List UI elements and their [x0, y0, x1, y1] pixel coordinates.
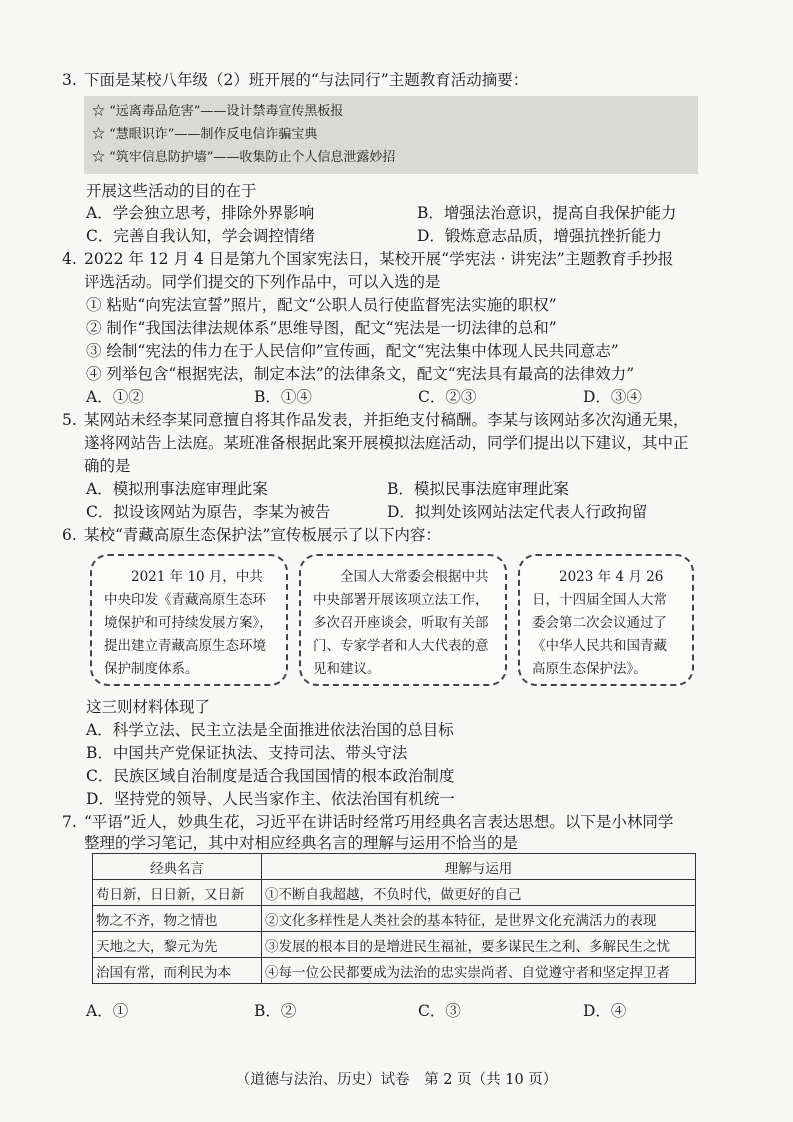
q5-option-b: B．模拟民事法庭审理此案 — [387, 480, 569, 498]
q4-number: 4. — [62, 250, 77, 268]
q3-option-c: C．完善自我认知，学会调控情绪 — [86, 227, 315, 245]
q3-activity-3: ☆ “筑牢信息防护墙”——收集防止个人信息泄露妙招 — [92, 150, 396, 165]
q7-option-a: A．① — [86, 1002, 129, 1020]
q3-activity-box — [84, 96, 698, 174]
q7-option-b: B．② — [254, 1002, 297, 1020]
q3-option-d: D．锻炼意志品质，增强抗挫折能力 — [417, 227, 662, 245]
q5-option-a: A．模拟刑事法庭审理此案 — [86, 480, 268, 498]
q6-material-box-2: 全国人大常委会根据中共中央部署开展该项立法工作，多次召开座谈会，听取有关部门、专家学者和人大代表的意见和建议。 — [299, 554, 507, 686]
q4-stem-line2: 评选活动。同学们提交的下列作品中，可以入选的是 — [84, 273, 441, 291]
q5-stem-line1: 某网站未经李某同意擅自将其作品发表，并拒绝支付稿酬。李某与该网站多次沟通无果， — [84, 411, 689, 429]
q4-item-4: ④ 列举包含“根据宪法，制定本法”的法律条文，配文“宪法具有最高的法律效力” — [86, 365, 635, 383]
table-header-row — [93, 854, 696, 880]
page-footer: （道德与法治、历史）试卷 第 2 页（共 10 页） — [235, 1072, 558, 1088]
q6-material-box-3: 2023 年 4 月 26 日，十四届全国人大常委会第二次会议通过了《中华人民共和国青藏高原生态保护法》。 — [518, 554, 694, 686]
q7-option-c: C．③ — [418, 1002, 461, 1020]
q5-number: 5. — [62, 411, 77, 429]
q5-stem-line2: 遂将网站告上法庭。某班准备根据此案开展模拟法庭活动，同学们提出以下建议，其中正 — [84, 434, 689, 452]
table-row — [93, 958, 696, 984]
q5-option-d: D．拟判处该网站法定代表人行政拘留 — [387, 503, 648, 521]
q6-option-a: A．科学立法、民主立法是全面推进依法治国的总目标 — [86, 721, 454, 739]
q6-number: 6. — [62, 526, 77, 544]
table-header-meaning: 理解与运用 — [262, 854, 696, 880]
table-cell-meaning: ②文化多样性是人类社会的基本特征，是世界文化充满活力的表现 — [262, 906, 696, 932]
q6-option-b: B．中国共产党保证执法、支持司法、带头守法 — [86, 744, 408, 762]
q4-stem-line1: 2022 年 12 月 4 日是第九个国家宪法日，某校开展“学宪法 · 讲宪法”主题教育手抄报 — [84, 250, 674, 268]
q3-option-a: A．学会独立思考，排除外界影响 — [86, 204, 315, 222]
q4-option-b: B．①④ — [254, 388, 312, 406]
q4-item-1: ① 粘贴“向宪法宣誓”照片，配文“公职人员行使监督宪法实施的职权” — [86, 296, 557, 314]
q7-number: 7. — [62, 813, 77, 831]
table-cell-quote: 天地之大，黎元为先 — [93, 932, 262, 958]
q4-option-a: A．①② — [86, 388, 144, 406]
table-cell-meaning: ①不断自我超越，不负时代，做更好的自己 — [262, 880, 696, 906]
q5-option-c: C．拟设该网站为原告，李某为被告 — [86, 503, 331, 521]
q3-stem: 下面是某校八年级（2）班开展的“与法同行”主题教育活动摘要： — [84, 71, 529, 89]
q4-option-d: D．③④ — [583, 388, 642, 406]
table-cell-meaning: ③发展的根本目的是增进民生福祉，要多谋民生之利、多解民生之忧 — [262, 932, 696, 958]
q3-option-b: B．增强法治意识，提高自我保护能力 — [417, 204, 677, 222]
q3-number: 3. — [62, 71, 77, 89]
table-cell-quote: 治国有常，而利民为本 — [93, 958, 262, 984]
q6-option-d: D．坚持党的领导、人民当家作主、依法治国有机统一 — [86, 790, 455, 808]
q3-question: 开展这些活动的目的在于 — [86, 182, 257, 200]
q3-activity-1: ☆ “远离毒品危害”——设计禁毒宣传黑板报 — [92, 104, 344, 119]
table-cell-quote: 苟日新，日日新，又日新 — [93, 880, 262, 906]
q5-stem-line3: 确的是 — [84, 457, 131, 475]
q6-option-c: C．民族区域自治制度是适合我国国情的根本政治制度 — [86, 767, 455, 785]
q6-stem: 某校“青藏高原生态保护法”宣传板展示了以下内容： — [84, 526, 441, 544]
table-row — [93, 906, 696, 932]
table-header-quote: 经典名言 — [93, 854, 262, 880]
q7-stem-line2: 整理的学习笔记，其中对相应经典名言的理解与运用不恰当的是 — [84, 834, 519, 852]
q7-stem-line1: “平语”近人，妙典生花，习近平在讲话时经常巧用经典名言表达思想。以下是小林同学 — [84, 813, 674, 831]
q6-material-box-1: 2021 年 10 月，中共中央印发《青藏高原生态环境保护和可持续发展方案》，提出建立青藏高原生态环境保护制度体系。 — [90, 554, 288, 686]
table-cell-quote: 物之不齐，物之情也 — [93, 906, 262, 932]
q6-question: 这三则材料体现了 — [86, 698, 211, 716]
q7-option-d: D．④ — [583, 1002, 627, 1020]
table-row — [93, 932, 696, 958]
q4-item-3: ③ 绘制“宪法的伟力在于人民信仰”宣传画，配文“宪法集中体现人民共同意志” — [86, 342, 619, 360]
q4-option-c: C．②③ — [418, 388, 477, 406]
q3-activity-2: ☆ “慧眼识诈”——制作反电信诈骗宝典 — [92, 127, 318, 142]
table-cell-meaning: ④每一位公民都要成为法治的忠实崇尚者、自觉遵守者和坚定捍卫者 — [262, 958, 696, 984]
q7-quote-table — [92, 853, 696, 984]
q4-item-2: ② 制作“我国法律法规体系”思维导图，配文“宪法是一切法律的总和” — [86, 319, 557, 337]
table-row — [93, 880, 696, 906]
